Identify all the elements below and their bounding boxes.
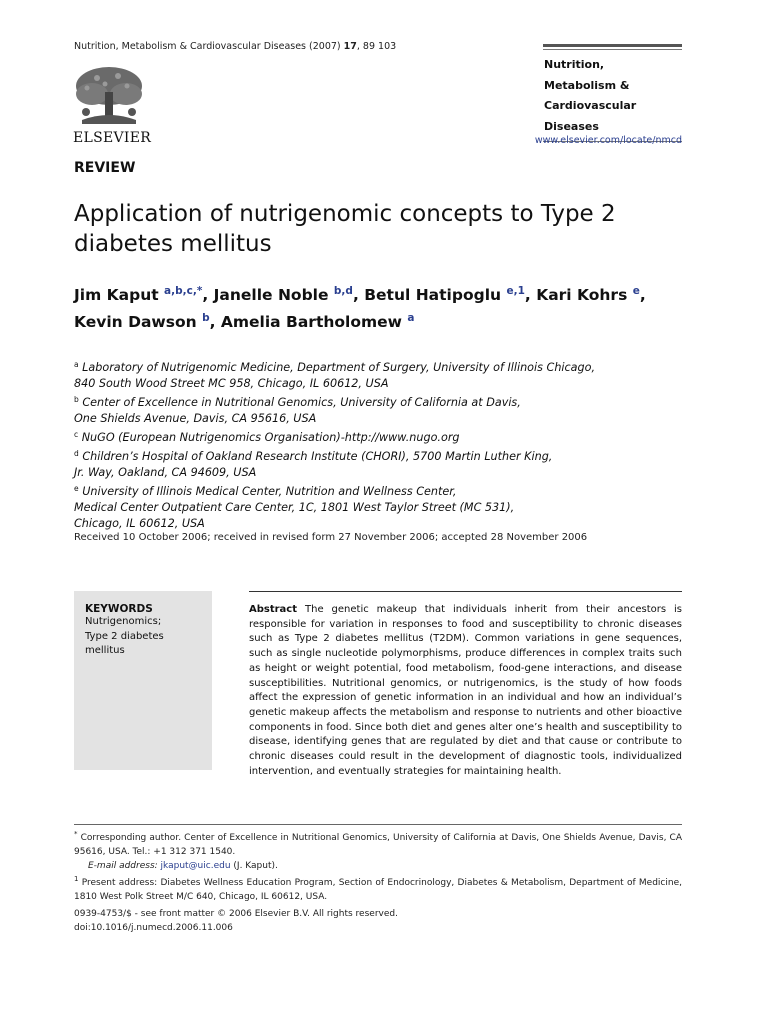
corresponding-author-note bbox=[74, 828, 682, 860]
author-affiliation-marks[interactable]: e,1 bbox=[506, 285, 525, 297]
author-separator: , bbox=[524, 286, 537, 304]
author-affiliation-marks[interactable]: a,b,c,* bbox=[164, 285, 203, 297]
journal-url-link[interactable]: www.elsevier.com/locate/nmcd bbox=[534, 135, 682, 146]
footnote-rule bbox=[74, 824, 682, 825]
elsevier-tree-logo bbox=[72, 64, 146, 126]
author-separator: , bbox=[202, 286, 214, 304]
author-affiliation-marks[interactable]: e bbox=[632, 285, 640, 297]
abstract-rule bbox=[249, 591, 682, 592]
email-link[interactable]: jkaput@uic.edu bbox=[160, 860, 231, 871]
citation-pages: , 89 103 bbox=[356, 41, 397, 52]
footnotes bbox=[74, 828, 682, 905]
affiliation-line: Center of Excellence in Nutritional Genomics, University of California at Davis, bbox=[82, 396, 521, 409]
abstract bbox=[249, 603, 682, 779]
journal-name bbox=[543, 50, 682, 141]
affiliation-item bbox=[74, 427, 714, 446]
author-name: Janelle Noble bbox=[213, 286, 329, 304]
affiliation-line: Children’s Hospital of Oakland Research Institute (CHORI), 5700 Martin Luther King, bbox=[82, 450, 553, 463]
doi-line: doi:10.1016/j.numecd.2006.11.006 bbox=[74, 922, 233, 933]
keyword-item: mellitus bbox=[85, 645, 125, 656]
affiliation-key: d bbox=[74, 449, 79, 458]
journal-line: Metabolism & bbox=[544, 78, 630, 92]
author-name: Jim Kaput bbox=[74, 286, 159, 304]
journal-citation bbox=[74, 41, 396, 52]
affiliation-line: Jr. Way, Oakland, CA 94609, USA bbox=[74, 466, 257, 479]
keywords-heading: KEYWORDS bbox=[85, 603, 153, 615]
author-separator: , bbox=[639, 286, 646, 304]
received-dates: Received 10 October 2006; received in revised form 27 November 2006; accepted 28 November 2006 bbox=[74, 532, 588, 543]
author-separator: , bbox=[209, 313, 221, 331]
author-list bbox=[74, 280, 694, 334]
corresponding-author-text: Corresponding author. Center of Excellence in Nutritional Genomics, University of California at Davis, One Shields Avenue, Davis, CA 95616, USA. Tel.: +1 312 371 1540. bbox=[74, 833, 682, 857]
abstract-label: Abstract bbox=[249, 604, 298, 615]
journal-name-box bbox=[543, 44, 682, 142]
affiliation-key: c bbox=[74, 430, 79, 439]
publisher-name: ELSEVIER bbox=[73, 130, 152, 146]
author-name: Amelia Bartholomew bbox=[220, 313, 402, 331]
affiliation-line: 840 South Wood Street MC 958, Chicago, IL 60612, USA bbox=[74, 377, 389, 390]
author-name: Kevin Dawson bbox=[74, 313, 197, 331]
article-title: Application of nutrigenomic concepts to Type 2 diabetes mellitus bbox=[74, 201, 616, 257]
email-note bbox=[74, 860, 682, 874]
affiliation-item bbox=[74, 357, 714, 376]
citation-volume: 17 bbox=[343, 41, 357, 52]
copyright-line: 0939-4753/$ - see front matter © 2006 Elsevier B.V. All rights reserved. bbox=[74, 909, 398, 919]
abstract-text: The genetic makeup that individuals inherit from their ancestors is responsible for variation in responses to food and susceptibility to chronic diseases such as Type 2 diabetes mellitus (T2DM). Common variations in gene sequences, such as single nucleotide polymorphisms, produce differences in complex traits such as height or weight potential, food metabolism, food-gene interactions, and disease susceptibilities. Nutritional genomics, or nutrigenomics, is the study of how foods affect the expression of genetic information in an individual and how an individual’s genetic makeup affects the metabolism and response to nutrients and other bioactive components in food. Since both diet and genes alter one’s health and susceptibility to disease, identifying genes that are regulated by diet and that cause or contribute to chronic diseases could result in the development of diagnostic tools, individualized intervention, and eventually strategies for maintaining health. bbox=[249, 604, 682, 777]
author-affiliation-marks[interactable]: a bbox=[407, 312, 415, 324]
keywords-box bbox=[74, 591, 212, 770]
affiliations bbox=[74, 357, 714, 532]
affiliation-key: b bbox=[74, 395, 79, 404]
affiliation-key: e bbox=[74, 484, 79, 493]
footnote-mark: 1 bbox=[74, 875, 79, 884]
journal-line: Cardiovascular Diseases bbox=[544, 99, 637, 133]
affiliation-item bbox=[74, 481, 714, 500]
email-label: E-mail address: bbox=[88, 860, 158, 871]
section-label: REVIEW bbox=[74, 160, 136, 176]
affiliation-line: One Shields Avenue, Davis, CA 95616, USA bbox=[74, 412, 317, 425]
affiliation-line: NuGO (European Nutrigenomics Organisation)-http://www.nugo.org bbox=[81, 431, 460, 444]
author-affiliation-marks[interactable]: b,d bbox=[333, 285, 353, 297]
author-affiliation-marks[interactable]: b bbox=[202, 312, 210, 324]
email-suffix: (J. Kaput). bbox=[233, 860, 278, 871]
affiliation-line: Laboratory of Nutrigenomic Medicine, Department of Surgery, University of Illinois Chicago, bbox=[82, 361, 596, 374]
citation-prefix: Nutrition, Metabolism & Cardiovascular Diseases (2007) bbox=[74, 41, 341, 52]
present-address-text: Present address: Diabetes Wellness Education Program, Section of Endocrinology, Diabetes & Metabolism, Department of Medicine, 1810 West Polk Street M/C 640, Chicago, IL 60612, USA. bbox=[74, 878, 682, 903]
affiliation-line: Medical Center Outpatient Care Center, 1C, 1801 West Taylor Street (MC 531), bbox=[74, 501, 515, 514]
journal-rule-top bbox=[543, 44, 682, 47]
journal-line: Nutrition, bbox=[544, 58, 605, 71]
affiliation-line: University of Illinois Medical Center, Nutrition and Wellness Center, bbox=[82, 485, 457, 498]
affiliation-line: Chicago, IL 60612, USA bbox=[74, 517, 205, 530]
copyright-block bbox=[74, 908, 398, 935]
affiliation-item bbox=[74, 392, 714, 411]
present-address-note bbox=[74, 873, 682, 905]
footnote-mark: * bbox=[74, 830, 78, 838]
affiliation-item bbox=[74, 446, 714, 465]
author-separator: , bbox=[352, 286, 365, 304]
keyword-item: Nutrigenomics; bbox=[85, 616, 162, 627]
affiliation-key: a bbox=[74, 360, 79, 369]
author-name: Betul Hatipoglu bbox=[364, 286, 502, 304]
author-name: Kari Kohrs bbox=[536, 286, 628, 304]
keyword-item: Type 2 diabetes bbox=[85, 630, 164, 642]
